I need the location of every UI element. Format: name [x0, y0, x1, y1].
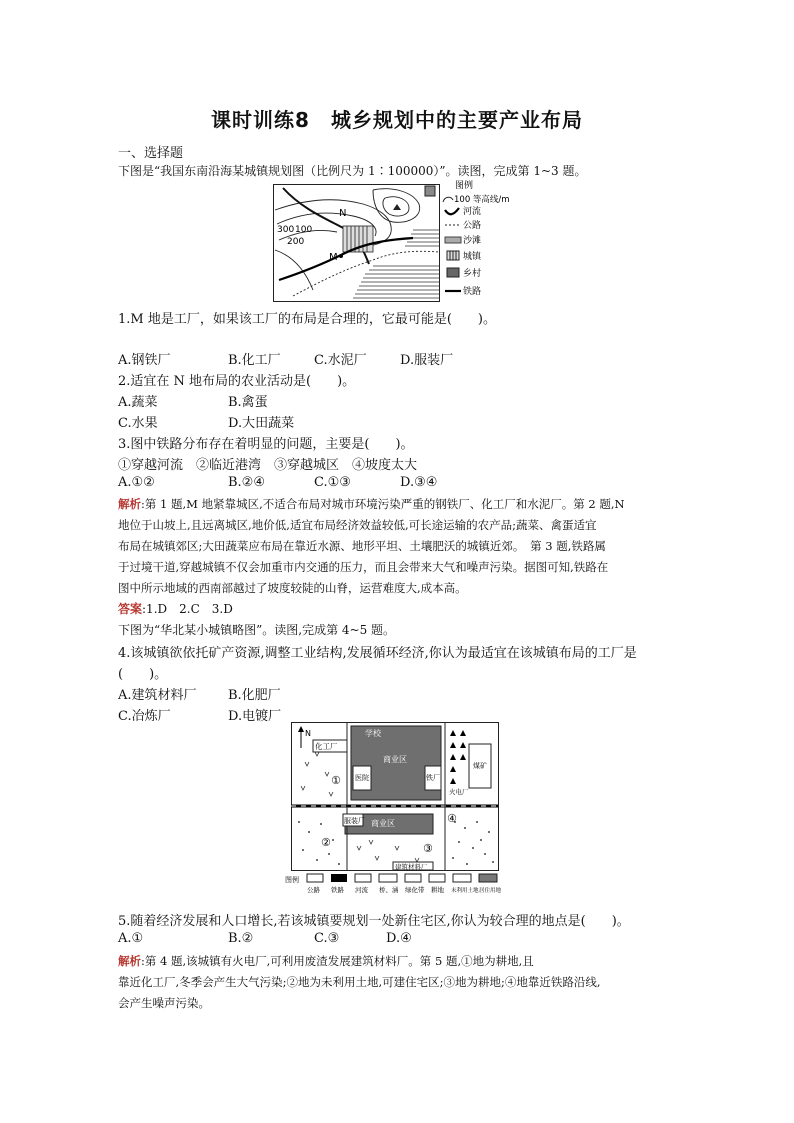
legend2-residential: 居住用地 — [479, 888, 502, 894]
question-5: 5.随着经济发展和人口增长,若该城镇要规划一处新住宅区,你认为较合理的地点是( )。 — [118, 914, 630, 929]
analysis-1-line-1: 解析:第 1 题,M 地紧靠城区,不适合布局对城市环境污染严重的钢铁厂、化工厂和水泥厂。第 2 题,N — [118, 497, 625, 511]
section-heading: 一、选择题 — [118, 146, 184, 161]
contour-300: 300 — [277, 225, 295, 235]
label-coal-mine: 煤矿 — [473, 762, 487, 770]
legend2-title: 图例 — [285, 876, 299, 884]
legend-beach: 沙滩 — [463, 236, 482, 246]
legend2-railway: 铁路 — [331, 886, 344, 894]
answer-1: 答案:1.D 2.C 3.D — [118, 602, 233, 616]
legend2-bridge: 桥、涵 — [379, 886, 399, 894]
contour-100: 100 — [295, 225, 313, 235]
question-4: 4.该城镇欲依托矿产资源,调整工业结构,发展循环经济,你认为最适宜在该城镇布局的工厂是 — [118, 646, 637, 661]
label-steel: 铁厂 — [426, 774, 440, 782]
question-1: 1.M 地是工厂，如果该工厂的布局是合理的，它最可能是( )。 — [118, 312, 496, 327]
q3-option-c: C.①③ — [314, 475, 351, 490]
answer-1-label: 答案 — [118, 602, 143, 616]
legend-railway: 铁路 — [463, 287, 482, 297]
intro-text-2: 下图为“华北某小城镇略图”。读图,完成第 4~5 题。 — [118, 623, 396, 637]
label-n: N — [339, 208, 347, 219]
label-hospital: 医院 — [355, 774, 369, 782]
label-m: M — [329, 252, 338, 263]
q3-option-d: D.③④ — [400, 475, 438, 490]
page-title: 课时训练8 城乡规划中的主要产业布局 — [211, 108, 583, 132]
legend-town: 城镇 — [463, 252, 482, 262]
q1-option-b: B.化工厂 — [228, 353, 281, 368]
region-1: ① — [331, 774, 341, 787]
q5-option-a: A.① — [118, 931, 144, 946]
q5-option-c: C.③ — [314, 931, 340, 946]
q4-option-d: D.电镀厂 — [228, 709, 282, 724]
q2-option-b: B.禽蛋 — [228, 395, 268, 410]
q5-option-d: D.④ — [386, 931, 412, 946]
q2-option-c: C.水果 — [118, 416, 158, 431]
analysis-2-line-2: 靠近化工厂,冬季会产生大气污染;②地为未利用土地,可建住宅区;③地为耕地;④地靠近铁路沿线, — [118, 975, 601, 989]
legend2-farmland: 耕地 — [431, 886, 444, 894]
small-town-map — [285, 722, 507, 900]
label-power-plant: 火电厂 — [449, 788, 469, 796]
contour-200: 200 — [287, 237, 305, 247]
q1-option-c: C.水泥厂 — [314, 353, 367, 368]
analysis-2-line-3: 会产生噪声污染。 — [118, 996, 210, 1010]
q3-items: ①穿越河流 ②临近港湾 ③穿越城区 ④坡度太大 — [118, 458, 418, 473]
analysis-1-label: 解析 — [118, 497, 141, 511]
q3-options — [118, 475, 437, 490]
analysis-1-line-5: 图中所示地域的西南部越过了坡度较陡的山脊，运营难度大,成本高。 — [118, 581, 467, 595]
legend-river: 河流 — [463, 207, 482, 217]
analysis-2-line-1: 解析:第 4 题,该城镇有火电厂,可利用废渣发展建筑材料厂。第 5 题,①地为耕地,且 — [118, 954, 534, 968]
legend-road: 公路 — [463, 221, 482, 231]
label-chem-plant: 化工厂 — [315, 742, 338, 751]
question-2: 2.适宜在 N 地布局的农业活动是( )。 — [118, 374, 356, 389]
legend-village: 乡村 — [463, 269, 482, 279]
label-commerce-2: 商业区 — [371, 819, 395, 828]
q1-option-d: D.服装厂 — [400, 353, 454, 368]
q4-option-a: A.建筑材料厂 — [118, 688, 197, 703]
town-planning-map — [273, 180, 525, 304]
analysis-1-line-3: 布局在城镇郊区;大田蔬菜应布局在靠近水源、地形平坦、土壤肥沃的城镇近郊。 第 3 题,铁路属 — [118, 539, 606, 553]
q4-options-row1 — [118, 684, 281, 703]
analysis-1-line-4: 于过境干道,穿越城镇不仅会加重市内交通的压力，而且会带来大气和噪声污染。据图可知,铁路在 — [118, 560, 609, 574]
q2-option-a: A.蔬菜 — [118, 395, 158, 410]
legend-contour: 100 等高线/m — [454, 195, 510, 205]
q2-options-row2 — [118, 412, 294, 431]
region-4: ④ — [447, 812, 457, 825]
label-commerce-1: 商业区 — [383, 755, 407, 764]
q5-option-b: B.② — [228, 931, 254, 946]
legend2-greenbelt: 绿化带 — [405, 886, 425, 894]
q5-options — [118, 931, 412, 946]
question-3: 3.图中铁路分布存在着明显的问题，主要是( )。 — [118, 437, 414, 452]
q4-option-c: C.冶炼厂 — [118, 709, 171, 724]
q1-option-a: A.钢铁厂 — [118, 353, 171, 368]
north-label: N — [305, 729, 311, 738]
intro-text-1: 下图是“我国东南沿海某城镇规划图（比例尺为 1∶100000）”。读图，完成第 1~3 题。 — [118, 164, 587, 178]
q4-options-row2 — [118, 705, 281, 724]
label-school: 学校 — [365, 729, 381, 738]
q4-option-b: B.化肥厂 — [228, 688, 281, 703]
q2-option-d: D.大田蔬菜 — [228, 416, 295, 431]
q3-option-a: A.①② — [118, 475, 155, 490]
analysis-2-label: 解析 — [118, 954, 141, 968]
legend2-river: 河流 — [355, 886, 368, 894]
legend2-unused: 未利用土地 — [451, 888, 479, 894]
question-4-blank: ( )。 — [118, 667, 168, 682]
q3-option-b: B.②④ — [228, 475, 265, 490]
q2-options-row1 — [118, 391, 268, 410]
q1-options — [118, 349, 453, 368]
analysis-1-line-2: 地位于山坡上,且远离城区,地价低,适宜布局经济效益较低,可长途运输的农产品;蔬菜、禽蛋适宜 — [118, 518, 597, 532]
label-building-material: 建筑材料厂 — [395, 863, 428, 871]
legend2-road: 公路 — [307, 886, 320, 894]
region-2: ② — [321, 836, 331, 849]
region-3: ③ — [423, 842, 433, 855]
legend-title: 图例 — [455, 181, 474, 191]
label-clothing: 服装厂 — [344, 817, 365, 825]
